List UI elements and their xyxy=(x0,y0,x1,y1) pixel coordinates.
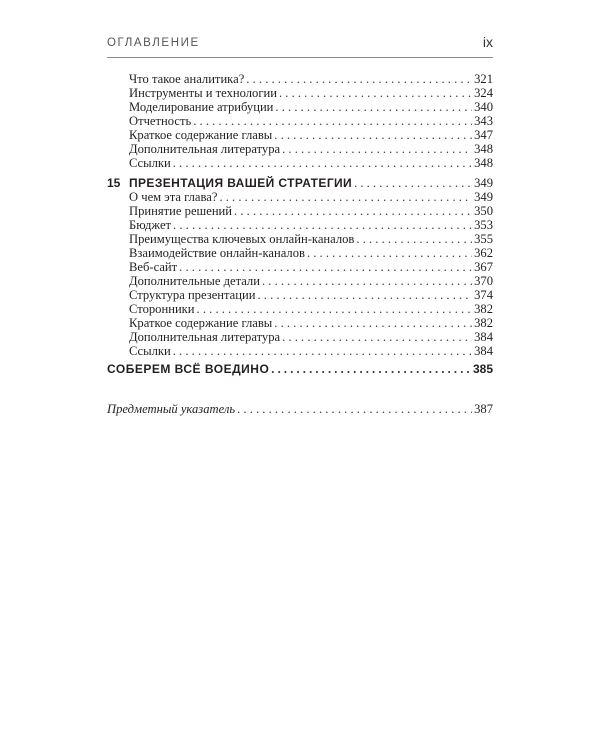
toc-entry-page: 384 xyxy=(474,344,493,358)
toc-entry-page: 384 xyxy=(474,330,493,344)
toc-entry-page: 340 xyxy=(474,100,493,114)
toc-entry-label: Взаимодействие онлайн-каналов xyxy=(129,246,305,260)
toc-entry-label: Отчетность xyxy=(129,114,192,128)
dot-leader xyxy=(274,128,472,143)
toc-entry-page: 355 xyxy=(474,232,493,246)
toc-entry-label: Что такое аналитика? xyxy=(129,72,245,86)
chapter-page: 349 xyxy=(474,176,493,190)
dot-leader xyxy=(193,114,472,129)
toc-entry-page: 343 xyxy=(474,114,493,128)
toc-entry-label: Бюджет xyxy=(129,218,172,232)
toc-entry-label: Веб-сайт xyxy=(129,260,178,274)
chapter-title: ПРЕЗЕНТАЦИЯ ВАШЕЙ СТРАТЕГИИ xyxy=(129,176,353,190)
dot-leader xyxy=(173,218,472,233)
dot-leader xyxy=(307,246,472,261)
dot-leader xyxy=(279,86,472,101)
toc-entry-label: Краткое содержание главы xyxy=(129,316,273,330)
toc-entry-page: 353 xyxy=(474,218,493,232)
toc-entry[interactable] xyxy=(107,344,493,360)
dot-leader xyxy=(356,232,472,247)
dot-leader xyxy=(271,362,471,377)
toc-entry-label: Краткое содержание главы xyxy=(129,128,273,142)
part-title: СОБЕРЕМ ВСЁ ВОЕДИНО xyxy=(107,362,270,376)
dot-leader xyxy=(179,260,472,275)
toc-entry-label: Ссылки xyxy=(129,156,171,170)
dot-leader xyxy=(282,142,472,157)
part-page: 385 xyxy=(472,362,493,376)
toc-entry-page: 367 xyxy=(474,260,493,274)
chapter-number: 15 xyxy=(107,176,121,190)
toc-entry-page: 362 xyxy=(474,246,493,260)
toc-entry-label: Преимущества ключевых онлайн-каналов xyxy=(129,232,355,246)
toc-entry-label: Структура презентации xyxy=(129,288,256,302)
dot-leader xyxy=(258,288,473,303)
dot-leader xyxy=(234,204,472,219)
toc-entry-page: 370 xyxy=(474,274,493,288)
toc-entry-page: 349 xyxy=(474,190,493,204)
toc-entry-label: О чем эта глава? xyxy=(129,190,218,204)
toc-entry-page: 347 xyxy=(474,128,493,142)
toc-entry-page: 382 xyxy=(474,302,493,316)
dot-leader xyxy=(173,344,472,359)
header-rule xyxy=(107,57,493,58)
dot-leader xyxy=(274,316,472,331)
toc-entry-label: Ссылки xyxy=(129,344,171,358)
toc-entry-page: 382 xyxy=(474,316,493,330)
part-heading[interactable] xyxy=(107,362,493,378)
index-page: 387 xyxy=(474,402,493,416)
running-title: ОГЛАВЛЕНИЕ xyxy=(107,37,200,49)
dot-leader xyxy=(219,190,472,205)
toc-entry-label: Дополнительные детали xyxy=(129,274,260,288)
toc-entry-label: Инструменты и технологии xyxy=(129,86,277,100)
toc-entry-page: 348 xyxy=(474,142,493,156)
index-entry[interactable] xyxy=(107,402,493,418)
toc-entry-page: 321 xyxy=(474,72,493,86)
dot-leader xyxy=(246,72,472,87)
toc-entry[interactable] xyxy=(107,156,493,172)
dot-leader xyxy=(173,156,472,171)
page-number: ix xyxy=(482,34,493,50)
dot-leader xyxy=(275,100,472,115)
dot-leader xyxy=(197,302,473,317)
toc-entry-page: 374 xyxy=(474,288,493,302)
dot-leader xyxy=(262,274,472,289)
toc-entry-label: Дополнительная литература xyxy=(129,142,281,156)
dot-leader xyxy=(354,176,472,191)
dot-leader xyxy=(237,402,472,417)
dot-leader xyxy=(282,330,472,345)
toc-entry-label: Сторонники xyxy=(129,302,195,316)
toc-entry-label: Моделирование атрибуции xyxy=(129,100,274,114)
index-label: Предметный указатель xyxy=(107,402,236,416)
toc-entry-page: 324 xyxy=(474,86,493,100)
toc-entry-label: Принятие решений xyxy=(129,204,233,218)
toc-entry-label: Дополнительная литература xyxy=(129,330,281,344)
toc-entry-page: 348 xyxy=(474,156,493,170)
toc-entry-page: 350 xyxy=(474,204,493,218)
